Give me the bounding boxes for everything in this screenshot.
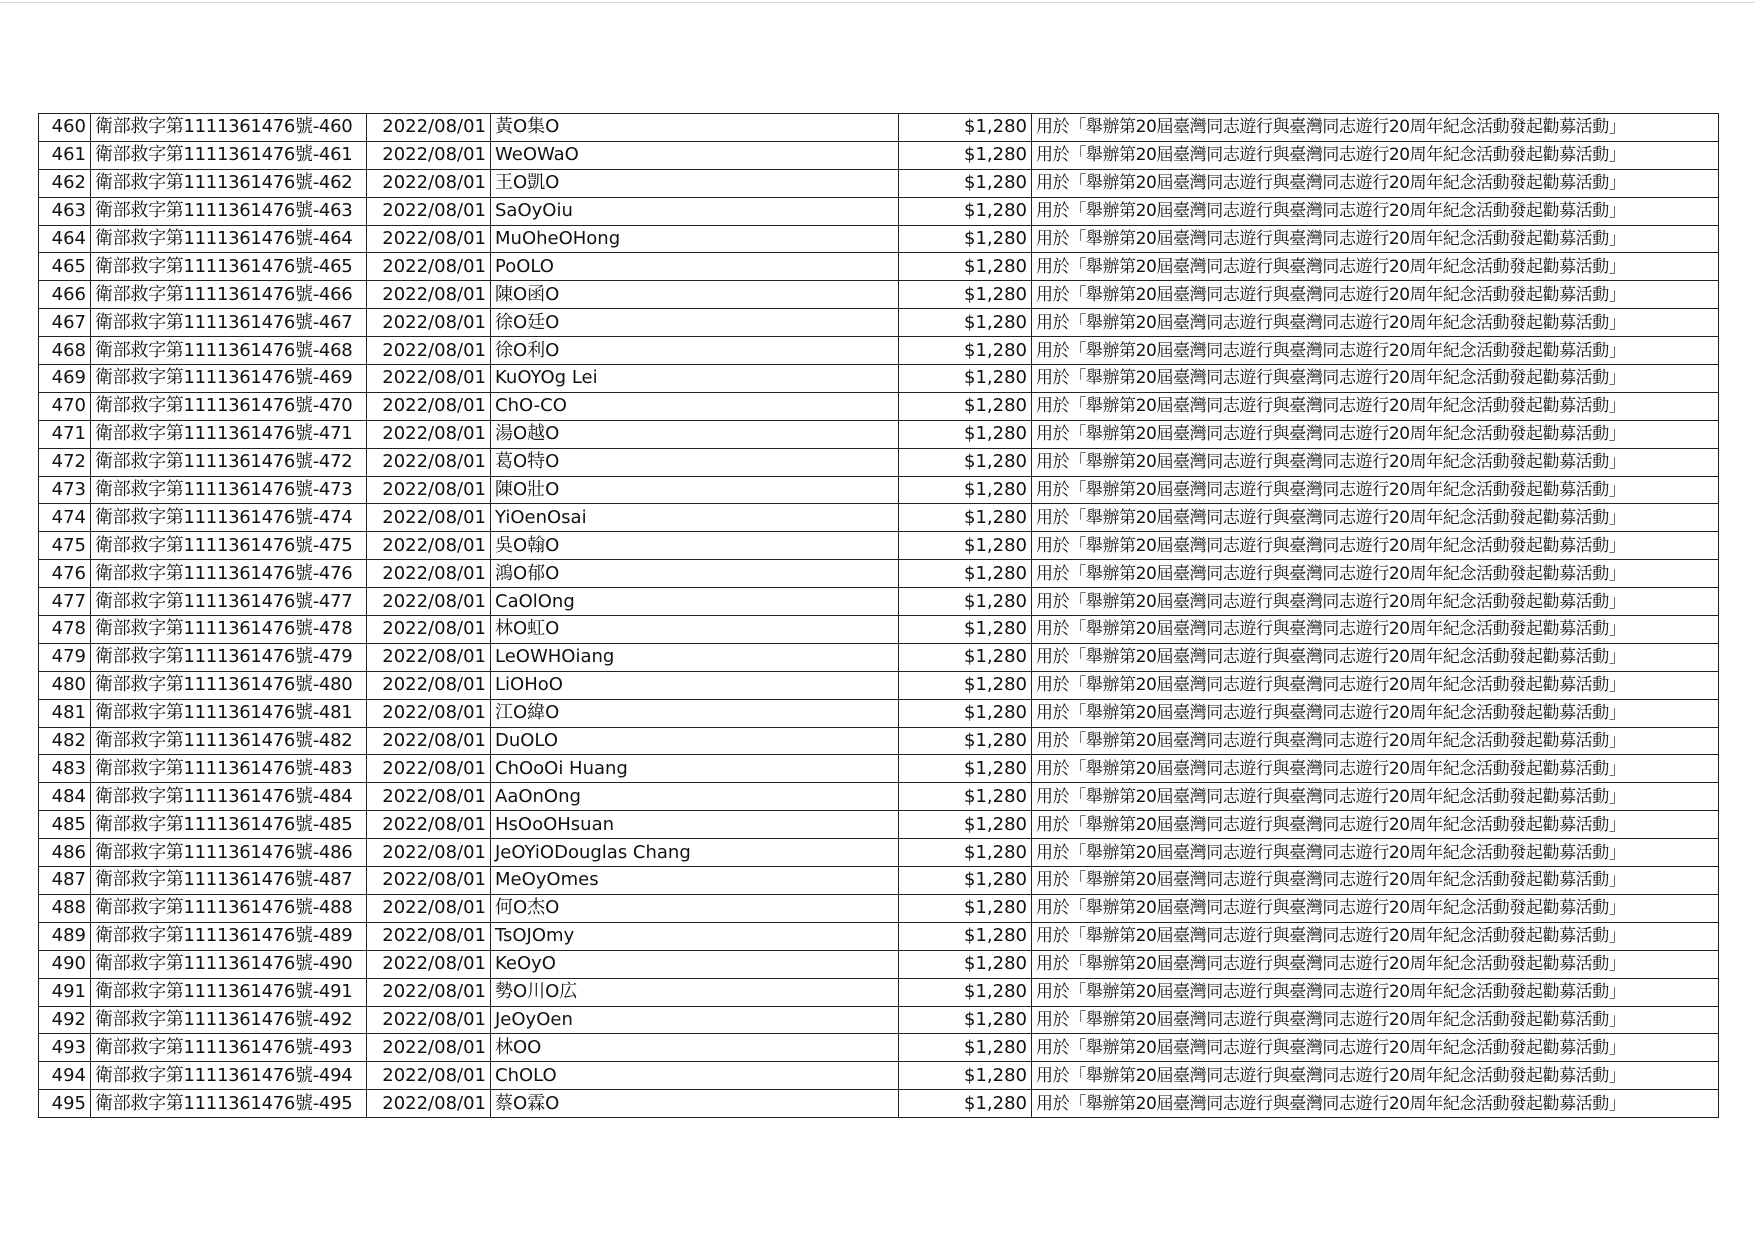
table-row <box>39 560 1719 588</box>
donor-name-cell: SaOyOiu <box>491 197 899 225</box>
serial-number-cell: 460 <box>39 114 91 142</box>
date-cell: 2022/08/01 <box>367 1034 491 1062</box>
amount-cell: $1,280 <box>899 839 1032 867</box>
amount-cell: $1,280 <box>899 1090 1032 1118</box>
table-row <box>39 225 1719 253</box>
amount-cell: $1,280 <box>899 560 1032 588</box>
purpose-cell: 用於「舉辦第20屆臺灣同志遊行與臺灣同志遊行20周年紀念活動發起勸募活動」 <box>1032 448 1719 476</box>
permit-number-cell: 衛部救字第1111361476號-463 <box>91 197 367 225</box>
purpose-cell: 用於「舉辦第20屆臺灣同志遊行與臺灣同志遊行20周年紀念活動發起勸募活動」 <box>1032 476 1719 504</box>
permit-number-cell: 衛部救字第1111361476號-462 <box>91 169 367 197</box>
purpose-cell: 用於「舉辦第20屆臺灣同志遊行與臺灣同志遊行20周年紀念活動發起勸募活動」 <box>1032 1034 1719 1062</box>
permit-number-cell: 衛部救字第1111361476號-488 <box>91 894 367 922</box>
amount-cell: $1,280 <box>899 643 1032 671</box>
table-row <box>39 365 1719 393</box>
purpose-cell: 用於「舉辦第20屆臺灣同志遊行與臺灣同志遊行20周年紀念活動發起勸募活動」 <box>1032 727 1719 755</box>
serial-number-cell: 488 <box>39 894 91 922</box>
permit-number-cell: 衛部救字第1111361476號-489 <box>91 922 367 950</box>
date-cell: 2022/08/01 <box>367 337 491 365</box>
purpose-cell: 用於「舉辦第20屆臺灣同志遊行與臺灣同志遊行20周年紀念活動發起勸募活動」 <box>1032 337 1719 365</box>
amount-cell: $1,280 <box>899 504 1032 532</box>
table-row <box>39 727 1719 755</box>
permit-number-cell: 衛部救字第1111361476號-475 <box>91 532 367 560</box>
permit-number-cell: 衛部救字第1111361476號-461 <box>91 141 367 169</box>
date-cell: 2022/08/01 <box>367 671 491 699</box>
amount-cell: $1,280 <box>899 699 1032 727</box>
table-row <box>39 114 1719 142</box>
permit-number-cell: 衛部救字第1111361476號-483 <box>91 755 367 783</box>
permit-number-cell: 衛部救字第1111361476號-484 <box>91 783 367 811</box>
date-cell: 2022/08/01 <box>367 504 491 532</box>
amount-cell: $1,280 <box>899 616 1032 644</box>
date-cell: 2022/08/01 <box>367 392 491 420</box>
donor-name-cell: PoOLO <box>491 253 899 281</box>
purpose-cell: 用於「舉辦第20屆臺灣同志遊行與臺灣同志遊行20周年紀念活動發起勸募活動」 <box>1032 169 1719 197</box>
table-row <box>39 643 1719 671</box>
date-cell: 2022/08/01 <box>367 197 491 225</box>
donor-name-cell: 吳O翰O <box>491 532 899 560</box>
table-row <box>39 141 1719 169</box>
donor-name-cell: 蔡O霖O <box>491 1090 899 1118</box>
donor-name-cell: 徐O廷O <box>491 309 899 337</box>
date-cell: 2022/08/01 <box>367 783 491 811</box>
purpose-cell: 用於「舉辦第20屆臺灣同志遊行與臺灣同志遊行20周年紀念活動發起勸募活動」 <box>1032 1062 1719 1090</box>
permit-number-cell: 衛部救字第1111361476號-482 <box>91 727 367 755</box>
donor-name-cell: 林OO <box>491 1034 899 1062</box>
serial-number-cell: 480 <box>39 671 91 699</box>
date-cell: 2022/08/01 <box>367 365 491 393</box>
donor-name-cell: 湯O越O <box>491 420 899 448</box>
purpose-cell: 用於「舉辦第20屆臺灣同志遊行與臺灣同志遊行20周年紀念活動發起勸募活動」 <box>1032 504 1719 532</box>
date-cell: 2022/08/01 <box>367 476 491 504</box>
purpose-cell: 用於「舉辦第20屆臺灣同志遊行與臺灣同志遊行20周年紀念活動發起勸募活動」 <box>1032 197 1719 225</box>
table-row <box>39 448 1719 476</box>
purpose-cell: 用於「舉辦第20屆臺灣同志遊行與臺灣同志遊行20周年紀念活動發起勸募活動」 <box>1032 1090 1719 1118</box>
date-cell: 2022/08/01 <box>367 169 491 197</box>
serial-number-cell: 465 <box>39 253 91 281</box>
amount-cell: $1,280 <box>899 114 1032 142</box>
donor-name-cell: KeOyO <box>491 950 899 978</box>
serial-number-cell: 478 <box>39 616 91 644</box>
donor-name-cell: 陳O壯O <box>491 476 899 504</box>
permit-number-cell: 衛部救字第1111361476號-468 <box>91 337 367 365</box>
donor-name-cell: 勢O川O広 <box>491 978 899 1006</box>
donor-name-cell: AaOnOng <box>491 783 899 811</box>
amount-cell: $1,280 <box>899 922 1032 950</box>
amount-cell: $1,280 <box>899 281 1032 309</box>
donor-name-cell: ChOoOi Huang <box>491 755 899 783</box>
donor-name-cell: JeOYiODouglas Chang <box>491 839 899 867</box>
purpose-cell: 用於「舉辦第20屆臺灣同志遊行與臺灣同志遊行20周年紀念活動發起勸募活動」 <box>1032 643 1719 671</box>
serial-number-cell: 461 <box>39 141 91 169</box>
purpose-cell: 用於「舉辦第20屆臺灣同志遊行與臺灣同志遊行20周年紀念活動發起勸募活動」 <box>1032 225 1719 253</box>
purpose-cell: 用於「舉辦第20屆臺灣同志遊行與臺灣同志遊行20周年紀念活動發起勸募活動」 <box>1032 811 1719 839</box>
permit-number-cell: 衛部救字第1111361476號-485 <box>91 811 367 839</box>
donor-name-cell: CaOlOng <box>491 588 899 616</box>
serial-number-cell: 489 <box>39 922 91 950</box>
table-row <box>39 1090 1719 1118</box>
purpose-cell: 用於「舉辦第20屆臺灣同志遊行與臺灣同志遊行20周年紀念活動發起勸募活動」 <box>1032 309 1719 337</box>
donor-name-cell: 黃O集O <box>491 114 899 142</box>
purpose-cell: 用於「舉辦第20屆臺灣同志遊行與臺灣同志遊行20周年紀念活動發起勸募活動」 <box>1032 141 1719 169</box>
purpose-cell: 用於「舉辦第20屆臺灣同志遊行與臺灣同志遊行20周年紀念活動發起勸募活動」 <box>1032 783 1719 811</box>
serial-number-cell: 471 <box>39 420 91 448</box>
serial-number-cell: 472 <box>39 448 91 476</box>
table-row <box>39 1034 1719 1062</box>
amount-cell: $1,280 <box>899 392 1032 420</box>
donor-name-cell: KuOYOg Lei <box>491 365 899 393</box>
table-row <box>39 699 1719 727</box>
serial-number-cell: 486 <box>39 839 91 867</box>
amount-cell: $1,280 <box>899 141 1032 169</box>
serial-number-cell: 470 <box>39 392 91 420</box>
table-row <box>39 867 1719 895</box>
donation-ledger-table <box>38 113 1719 1118</box>
permit-number-cell: 衛部救字第1111361476號-494 <box>91 1062 367 1090</box>
donor-name-cell: LeOWHOiang <box>491 643 899 671</box>
amount-cell: $1,280 <box>899 337 1032 365</box>
date-cell: 2022/08/01 <box>367 1006 491 1034</box>
serial-number-cell: 492 <box>39 1006 91 1034</box>
serial-number-cell: 487 <box>39 867 91 895</box>
amount-cell: $1,280 <box>899 783 1032 811</box>
table-row <box>39 922 1719 950</box>
amount-cell: $1,280 <box>899 532 1032 560</box>
date-cell: 2022/08/01 <box>367 922 491 950</box>
permit-number-cell: 衛部救字第1111361476號-466 <box>91 281 367 309</box>
date-cell: 2022/08/01 <box>367 950 491 978</box>
serial-number-cell: 473 <box>39 476 91 504</box>
serial-number-cell: 483 <box>39 755 91 783</box>
date-cell: 2022/08/01 <box>367 225 491 253</box>
purpose-cell: 用於「舉辦第20屆臺灣同志遊行與臺灣同志遊行20周年紀念活動發起勸募活動」 <box>1032 1006 1719 1034</box>
donor-name-cell: YiOenOsai <box>491 504 899 532</box>
donor-name-cell: MuOheOHong <box>491 225 899 253</box>
table-row <box>39 894 1719 922</box>
serial-number-cell: 490 <box>39 950 91 978</box>
purpose-cell: 用於「舉辦第20屆臺灣同志遊行與臺灣同志遊行20周年紀念活動發起勸募活動」 <box>1032 950 1719 978</box>
table-row <box>39 253 1719 281</box>
table-row <box>39 783 1719 811</box>
serial-number-cell: 485 <box>39 811 91 839</box>
amount-cell: $1,280 <box>899 894 1032 922</box>
date-cell: 2022/08/01 <box>367 978 491 1006</box>
serial-number-cell: 482 <box>39 727 91 755</box>
serial-number-cell: 475 <box>39 532 91 560</box>
amount-cell: $1,280 <box>899 1006 1032 1034</box>
permit-number-cell: 衛部救字第1111361476號-470 <box>91 392 367 420</box>
permit-number-cell: 衛部救字第1111361476號-473 <box>91 476 367 504</box>
table-row <box>39 420 1719 448</box>
date-cell: 2022/08/01 <box>367 616 491 644</box>
date-cell: 2022/08/01 <box>367 309 491 337</box>
table-row <box>39 169 1719 197</box>
date-cell: 2022/08/01 <box>367 588 491 616</box>
amount-cell: $1,280 <box>899 420 1032 448</box>
serial-number-cell: 469 <box>39 365 91 393</box>
permit-number-cell: 衛部救字第1111361476號-495 <box>91 1090 367 1118</box>
purpose-cell: 用於「舉辦第20屆臺灣同志遊行與臺灣同志遊行20周年紀念活動發起勸募活動」 <box>1032 532 1719 560</box>
ledger-body <box>39 114 1719 1118</box>
amount-cell: $1,280 <box>899 169 1032 197</box>
date-cell: 2022/08/01 <box>367 281 491 309</box>
purpose-cell: 用於「舉辦第20屆臺灣同志遊行與臺灣同志遊行20周年紀念活動發起勸募活動」 <box>1032 392 1719 420</box>
amount-cell: $1,280 <box>899 671 1032 699</box>
permit-number-cell: 衛部救字第1111361476號-465 <box>91 253 367 281</box>
donor-name-cell: 林O虹O <box>491 616 899 644</box>
amount-cell: $1,280 <box>899 867 1032 895</box>
serial-number-cell: 491 <box>39 978 91 1006</box>
permit-number-cell: 衛部救字第1111361476號-487 <box>91 867 367 895</box>
serial-number-cell: 466 <box>39 281 91 309</box>
purpose-cell: 用於「舉辦第20屆臺灣同志遊行與臺灣同志遊行20周年紀念活動發起勸募活動」 <box>1032 588 1719 616</box>
amount-cell: $1,280 <box>899 811 1032 839</box>
permit-number-cell: 衛部救字第1111361476號-477 <box>91 588 367 616</box>
table-row <box>39 197 1719 225</box>
amount-cell: $1,280 <box>899 978 1032 1006</box>
date-cell: 2022/08/01 <box>367 560 491 588</box>
purpose-cell: 用於「舉辦第20屆臺灣同志遊行與臺灣同志遊行20周年紀念活動發起勸募活動」 <box>1032 867 1719 895</box>
donor-name-cell: MeOyOmes <box>491 867 899 895</box>
donor-name-cell: LiOHoO <box>491 671 899 699</box>
amount-cell: $1,280 <box>899 365 1032 393</box>
purpose-cell: 用於「舉辦第20屆臺灣同志遊行與臺灣同志遊行20周年紀念活動發起勸募活動」 <box>1032 420 1719 448</box>
amount-cell: $1,280 <box>899 476 1032 504</box>
date-cell: 2022/08/01 <box>367 253 491 281</box>
donor-name-cell: HsOoOHsuan <box>491 811 899 839</box>
permit-number-cell: 衛部救字第1111361476號-481 <box>91 699 367 727</box>
table-row <box>39 950 1719 978</box>
table-row <box>39 978 1719 1006</box>
table-row <box>39 392 1719 420</box>
table-row <box>39 755 1719 783</box>
donor-name-cell: 鴻O郁O <box>491 560 899 588</box>
serial-number-cell: 495 <box>39 1090 91 1118</box>
table-row <box>39 309 1719 337</box>
serial-number-cell: 467 <box>39 309 91 337</box>
permit-number-cell: 衛部救字第1111361476號-476 <box>91 560 367 588</box>
amount-cell: $1,280 <box>899 448 1032 476</box>
table-row <box>39 839 1719 867</box>
serial-number-cell: 484 <box>39 783 91 811</box>
date-cell: 2022/08/01 <box>367 867 491 895</box>
serial-number-cell: 494 <box>39 1062 91 1090</box>
amount-cell: $1,280 <box>899 253 1032 281</box>
serial-number-cell: 481 <box>39 699 91 727</box>
purpose-cell: 用於「舉辦第20屆臺灣同志遊行與臺灣同志遊行20周年紀念活動發起勸募活動」 <box>1032 978 1719 1006</box>
table-row <box>39 504 1719 532</box>
table-row <box>39 337 1719 365</box>
purpose-cell: 用於「舉辦第20屆臺灣同志遊行與臺灣同志遊行20周年紀念活動發起勸募活動」 <box>1032 560 1719 588</box>
purpose-cell: 用於「舉辦第20屆臺灣同志遊行與臺灣同志遊行20周年紀念活動發起勸募活動」 <box>1032 671 1719 699</box>
permit-number-cell: 衛部救字第1111361476號-480 <box>91 671 367 699</box>
permit-number-cell: 衛部救字第1111361476號-486 <box>91 839 367 867</box>
date-cell: 2022/08/01 <box>367 643 491 671</box>
serial-number-cell: 476 <box>39 560 91 588</box>
date-cell: 2022/08/01 <box>367 448 491 476</box>
amount-cell: $1,280 <box>899 1062 1032 1090</box>
permit-number-cell: 衛部救字第1111361476號-474 <box>91 504 367 532</box>
permit-number-cell: 衛部救字第1111361476號-492 <box>91 1006 367 1034</box>
permit-number-cell: 衛部救字第1111361476號-464 <box>91 225 367 253</box>
purpose-cell: 用於「舉辦第20屆臺灣同志遊行與臺灣同志遊行20周年紀念活動發起勸募活動」 <box>1032 922 1719 950</box>
table-row <box>39 1006 1719 1034</box>
serial-number-cell: 477 <box>39 588 91 616</box>
table-row <box>39 671 1719 699</box>
serial-number-cell: 479 <box>39 643 91 671</box>
purpose-cell: 用於「舉辦第20屆臺灣同志遊行與臺灣同志遊行20周年紀念活動發起勸募活動」 <box>1032 253 1719 281</box>
amount-cell: $1,280 <box>899 727 1032 755</box>
date-cell: 2022/08/01 <box>367 1062 491 1090</box>
serial-number-cell: 468 <box>39 337 91 365</box>
amount-cell: $1,280 <box>899 309 1032 337</box>
donor-name-cell: ChO-CO <box>491 392 899 420</box>
serial-number-cell: 462 <box>39 169 91 197</box>
donor-name-cell: WeOWaO <box>491 141 899 169</box>
donor-name-cell: 葛O特O <box>491 448 899 476</box>
purpose-cell: 用於「舉辦第20屆臺灣同志遊行與臺灣同志遊行20周年紀念活動發起勸募活動」 <box>1032 365 1719 393</box>
purpose-cell: 用於「舉辦第20屆臺灣同志遊行與臺灣同志遊行20周年紀念活動發起勸募活動」 <box>1032 839 1719 867</box>
amount-cell: $1,280 <box>899 755 1032 783</box>
amount-cell: $1,280 <box>899 1034 1032 1062</box>
permit-number-cell: 衛部救字第1111361476號-460 <box>91 114 367 142</box>
date-cell: 2022/08/01 <box>367 755 491 783</box>
donor-name-cell: 王O凱O <box>491 169 899 197</box>
serial-number-cell: 463 <box>39 197 91 225</box>
table-row <box>39 811 1719 839</box>
amount-cell: $1,280 <box>899 588 1032 616</box>
donor-name-cell: 何O杰O <box>491 894 899 922</box>
permit-number-cell: 衛部救字第1111361476號-479 <box>91 643 367 671</box>
date-cell: 2022/08/01 <box>367 532 491 560</box>
donor-name-cell: DuOLO <box>491 727 899 755</box>
amount-cell: $1,280 <box>899 197 1032 225</box>
date-cell: 2022/08/01 <box>367 114 491 142</box>
permit-number-cell: 衛部救字第1111361476號-471 <box>91 420 367 448</box>
date-cell: 2022/08/01 <box>367 699 491 727</box>
serial-number-cell: 464 <box>39 225 91 253</box>
donor-name-cell: TsOJOmy <box>491 922 899 950</box>
purpose-cell: 用於「舉辦第20屆臺灣同志遊行與臺灣同志遊行20周年紀念活動發起勸募活動」 <box>1032 755 1719 783</box>
date-cell: 2022/08/01 <box>367 811 491 839</box>
amount-cell: $1,280 <box>899 225 1032 253</box>
permit-number-cell: 衛部救字第1111361476號-493 <box>91 1034 367 1062</box>
permit-number-cell: 衛部救字第1111361476號-469 <box>91 365 367 393</box>
date-cell: 2022/08/01 <box>367 1090 491 1118</box>
table-row <box>39 281 1719 309</box>
date-cell: 2022/08/01 <box>367 727 491 755</box>
donor-name-cell: ChOLO <box>491 1062 899 1090</box>
permit-number-cell: 衛部救字第1111361476號-490 <box>91 950 367 978</box>
purpose-cell: 用於「舉辦第20屆臺灣同志遊行與臺灣同志遊行20周年紀念活動發起勸募活動」 <box>1032 616 1719 644</box>
serial-number-cell: 493 <box>39 1034 91 1062</box>
purpose-cell: 用於「舉辦第20屆臺灣同志遊行與臺灣同志遊行20周年紀念活動發起勸募活動」 <box>1032 114 1719 142</box>
permit-number-cell: 衛部救字第1111361476號-467 <box>91 309 367 337</box>
date-cell: 2022/08/01 <box>367 894 491 922</box>
date-cell: 2022/08/01 <box>367 141 491 169</box>
table-row <box>39 532 1719 560</box>
date-cell: 2022/08/01 <box>367 420 491 448</box>
table-row <box>39 588 1719 616</box>
date-cell: 2022/08/01 <box>367 839 491 867</box>
permit-number-cell: 衛部救字第1111361476號-491 <box>91 978 367 1006</box>
donor-name-cell: JeOyOen <box>491 1006 899 1034</box>
purpose-cell: 用於「舉辦第20屆臺灣同志遊行與臺灣同志遊行20周年紀念活動發起勸募活動」 <box>1032 894 1719 922</box>
amount-cell: $1,280 <box>899 950 1032 978</box>
purpose-cell: 用於「舉辦第20屆臺灣同志遊行與臺灣同志遊行20周年紀念活動發起勸募活動」 <box>1032 699 1719 727</box>
purpose-cell: 用於「舉辦第20屆臺灣同志遊行與臺灣同志遊行20周年紀念活動發起勸募活動」 <box>1032 281 1719 309</box>
donor-name-cell: 陳O函O <box>491 281 899 309</box>
table-row <box>39 476 1719 504</box>
permit-number-cell: 衛部救字第1111361476號-478 <box>91 616 367 644</box>
serial-number-cell: 474 <box>39 504 91 532</box>
table-row <box>39 1062 1719 1090</box>
table-row <box>39 616 1719 644</box>
donor-name-cell: 江O緯O <box>491 699 899 727</box>
page-top-border <box>0 2 1755 3</box>
permit-number-cell: 衛部救字第1111361476號-472 <box>91 448 367 476</box>
donor-name-cell: 徐O利O <box>491 337 899 365</box>
